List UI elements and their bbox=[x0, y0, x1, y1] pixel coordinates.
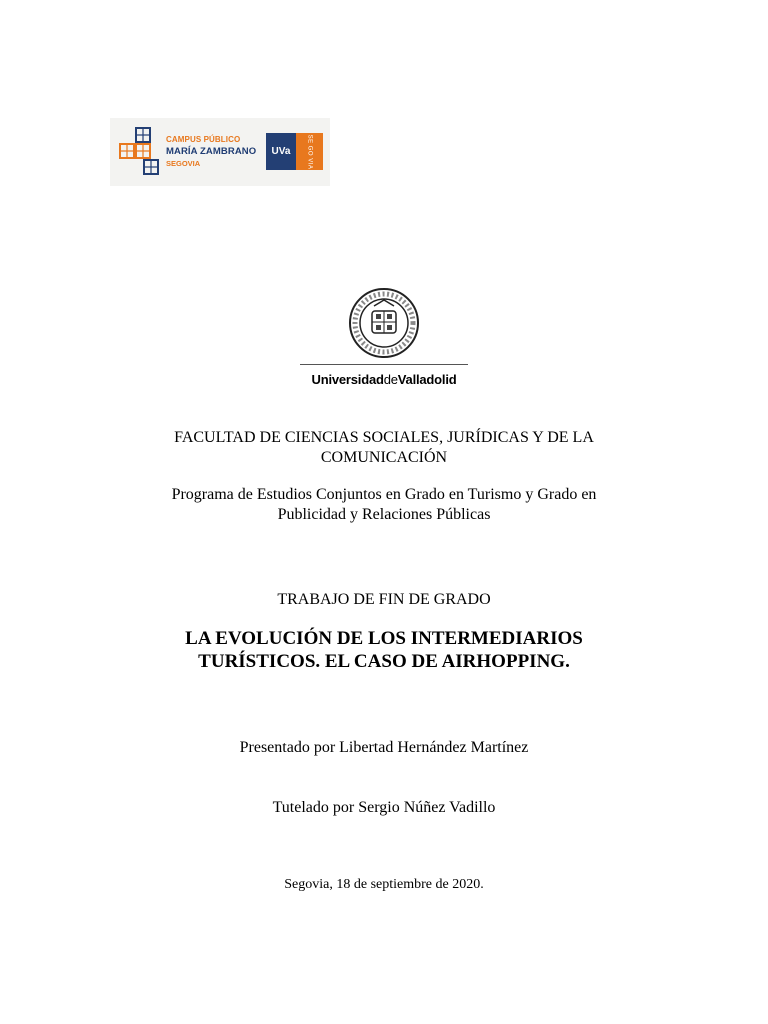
document-type: TRABAJO DE FIN DE GRADO bbox=[277, 591, 491, 608]
faculty-line: COMUNICACIÓN bbox=[320, 449, 448, 466]
place-date: Segovia, 18 de septiembre de 2020. bbox=[284, 877, 484, 892]
campus-maria-zambrano-logo bbox=[110, 118, 330, 186]
faculty-name bbox=[100, 428, 668, 468]
uva-badge-label: UVa bbox=[271, 146, 291, 157]
segovia-badge bbox=[296, 133, 323, 170]
wordmark-de: de bbox=[383, 372, 398, 387]
tutor-line: Tutelado por Sergio Núñez Vadillo bbox=[272, 799, 496, 816]
university-seal-icon bbox=[300, 286, 468, 362]
document-title bbox=[100, 627, 668, 673]
uva-badge bbox=[266, 133, 296, 170]
campus-line-3: SEGOVIA bbox=[166, 159, 201, 168]
segovia-badge-label: SE GO VIA bbox=[306, 134, 313, 169]
programme-line: Publicidad y Relaciones Públicas bbox=[277, 506, 491, 523]
campus-name bbox=[166, 134, 268, 170]
title-line: LA EVOLUCIÓN DE LOS INTERMEDIARIOS bbox=[185, 628, 583, 649]
campus-line-2: MARÍA ZAMBRANO bbox=[166, 146, 257, 157]
university-wordmark bbox=[296, 372, 472, 387]
campus-squares-icon bbox=[118, 126, 164, 178]
wordmark-valladolid: Valladolid bbox=[397, 372, 457, 387]
programme-name bbox=[100, 485, 668, 525]
programme-line: Programa de Estudios Conjuntos en Grado en Turismo y Grado en bbox=[171, 486, 597, 503]
campus-line-1: CAMPUS PÚBLICO bbox=[166, 135, 241, 144]
author-line: Presentado por Libertad Hernández Martínez bbox=[239, 739, 529, 756]
wordmark-universidad: Universidad bbox=[311, 372, 384, 387]
title-line: TURÍSTICOS. EL CASO DE AIRHOPPING. bbox=[198, 651, 570, 672]
university-divider bbox=[300, 364, 468, 365]
faculty-line: FACULTAD DE CIENCIAS SOCIALES, JURÍDICAS Y DE LA bbox=[174, 429, 594, 446]
